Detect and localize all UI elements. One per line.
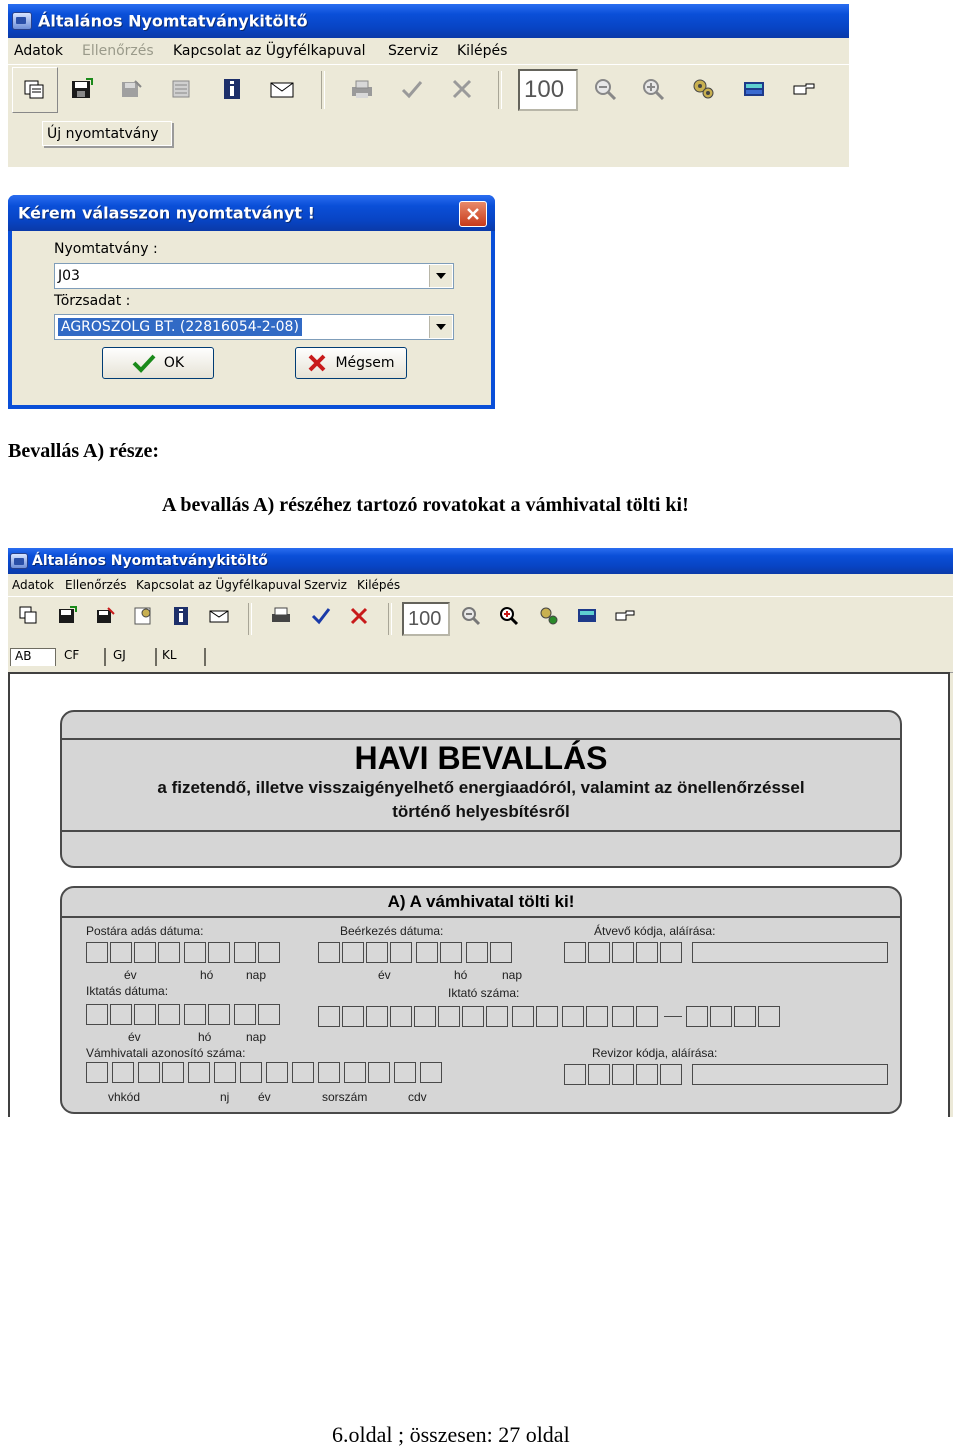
printer-icon bbox=[349, 78, 375, 100]
atvevo-label: Átvevő kódja, aláírása: bbox=[594, 924, 716, 938]
vamhivatali-box[interactable] bbox=[368, 1062, 390, 1083]
print-button[interactable] bbox=[344, 71, 380, 107]
sorszam-label: sorszám bbox=[322, 1090, 368, 1104]
zoom-in-icon bbox=[642, 78, 666, 100]
iktatas-box[interactable] bbox=[234, 1004, 256, 1025]
window-title: Általános Nyomtatványkitöltő bbox=[32, 553, 268, 569]
new-form-button[interactable] bbox=[12, 67, 58, 113]
import-button[interactable] bbox=[164, 71, 200, 107]
gear-icon bbox=[692, 78, 716, 100]
tooltip-text: Új nyomtatvány bbox=[47, 125, 159, 142]
calculator-icon bbox=[742, 78, 766, 100]
iktatas-ev-label: év bbox=[128, 1030, 141, 1044]
iktato-box[interactable] bbox=[710, 1006, 732, 1027]
beerkezes-box[interactable] bbox=[466, 942, 488, 963]
form-subtitle-2: történő helyesbítésről bbox=[392, 802, 570, 821]
toolbar-separator bbox=[248, 603, 252, 635]
master-select-value: AGROSZOLG BT. (22816054-2-08) bbox=[58, 318, 302, 336]
close-icon bbox=[466, 207, 480, 221]
zoom-out-icon bbox=[461, 606, 481, 626]
page-footer: 6.oldal ; összesen: 27 oldal bbox=[332, 1422, 570, 1447]
form-label: Nyomtatvány : bbox=[54, 241, 158, 257]
beerkezes-box[interactable] bbox=[490, 942, 512, 963]
form-header-panel bbox=[60, 710, 902, 868]
atvevo-box[interactable] bbox=[588, 942, 610, 963]
section-subheading: A bevallás A) részéhez tartozó rovatokat a vámhivatal tölti ki! bbox=[162, 494, 689, 516]
toolbar-separator bbox=[321, 71, 325, 109]
menu-kilepes[interactable]: Kilépés bbox=[357, 578, 401, 592]
cdv-label: cdv bbox=[408, 1090, 427, 1104]
iktatas-ho-label: hó bbox=[198, 1030, 212, 1044]
master-label: Törzsadat : bbox=[54, 293, 131, 309]
iktato-box[interactable] bbox=[612, 1006, 634, 1027]
iktatas-label: Iktatás dátuma: bbox=[86, 984, 169, 998]
vamhivatali-box[interactable] bbox=[394, 1062, 416, 1083]
vamhivatali-box[interactable] bbox=[344, 1062, 366, 1083]
calculator-button[interactable] bbox=[736, 71, 772, 107]
vamhivatali-box[interactable] bbox=[318, 1062, 340, 1083]
beerkezes-label: Beérkezés dátuma: bbox=[340, 924, 444, 938]
postara-nap-label: nap bbox=[246, 968, 267, 982]
revizor-signature-field[interactable] bbox=[692, 1064, 888, 1085]
iktato-box[interactable] bbox=[586, 1006, 608, 1027]
checkmark-icon bbox=[311, 606, 331, 626]
check-button[interactable] bbox=[394, 71, 430, 107]
close-icon bbox=[450, 78, 474, 100]
vamhivatali-box[interactable] bbox=[162, 1062, 184, 1083]
disk-edit-icon bbox=[120, 78, 144, 100]
save-icon bbox=[57, 606, 77, 626]
copy-icon bbox=[19, 606, 39, 626]
save-button[interactable] bbox=[52, 601, 82, 631]
ev-label: év bbox=[258, 1090, 271, 1104]
iktato-box[interactable] bbox=[636, 1006, 658, 1027]
disk-edit-icon bbox=[95, 606, 115, 626]
revizor-box[interactable] bbox=[660, 1064, 682, 1085]
postara-box[interactable] bbox=[234, 942, 256, 963]
new-form-button[interactable] bbox=[14, 601, 44, 631]
iktatas-box[interactable] bbox=[86, 1004, 108, 1025]
settings-button[interactable] bbox=[686, 71, 722, 107]
master-select[interactable] bbox=[54, 314, 454, 340]
dialog-close-button[interactable] bbox=[459, 201, 487, 227]
title-bar[interactable] bbox=[8, 548, 953, 574]
document-gear-icon bbox=[170, 78, 194, 100]
beerkezes-box[interactable] bbox=[390, 942, 412, 963]
save-button[interactable] bbox=[64, 71, 100, 107]
beerkezes-ev-label: év bbox=[378, 968, 391, 982]
revizor-box[interactable] bbox=[564, 1064, 586, 1085]
beerkezes-nap-label: nap bbox=[502, 968, 523, 982]
iktato-box[interactable] bbox=[390, 1006, 412, 1027]
close-icon bbox=[307, 354, 327, 372]
revizor-label: Revizor kódja, aláírása: bbox=[592, 1046, 718, 1060]
atvevo-box[interactable] bbox=[564, 942, 586, 963]
title-bar[interactable] bbox=[8, 4, 849, 38]
iktato-box[interactable] bbox=[414, 1006, 436, 1027]
chevron-down-icon[interactable] bbox=[429, 265, 452, 287]
ok-button[interactable] bbox=[102, 347, 214, 379]
menu-ellenorzes[interactable]: Ellenőrzés bbox=[65, 578, 127, 592]
iktatas-nap-label: nap bbox=[246, 1030, 267, 1044]
cancel-button[interactable] bbox=[295, 347, 407, 379]
tab-cf[interactable]: CF bbox=[60, 648, 106, 666]
header-bottom-band bbox=[62, 830, 900, 868]
info-icon bbox=[171, 606, 191, 626]
form-title: HAVI BEVALLÁS bbox=[354, 740, 608, 776]
section-a-title: A) A vámhivatal tölti ki! bbox=[387, 892, 575, 911]
menu-szerviz[interactable]: Szerviz bbox=[304, 578, 347, 592]
revizor-box[interactable] bbox=[588, 1064, 610, 1085]
printer-icon bbox=[270, 606, 292, 626]
check-button[interactable] bbox=[306, 601, 336, 631]
iktato-box[interactable] bbox=[342, 1006, 364, 1027]
tab-row bbox=[8, 644, 953, 673]
nj-label: nj bbox=[220, 1090, 230, 1104]
tab-gj[interactable]: GJ bbox=[109, 648, 157, 666]
atvevo-box[interactable] bbox=[660, 942, 682, 963]
iktato-box[interactable] bbox=[366, 1006, 388, 1027]
postara-box[interactable] bbox=[258, 942, 280, 963]
menu-bar bbox=[8, 574, 953, 596]
chevron-down-icon[interactable] bbox=[429, 316, 452, 338]
gear-icon bbox=[539, 606, 559, 626]
form-subtitle-1: a fizetendő, illetve visszaigényelhető energiaadóról, valamint az önellenőrzéssel bbox=[157, 778, 805, 797]
form-select-value: J03 bbox=[58, 268, 80, 284]
toolbar bbox=[8, 596, 953, 643]
info-icon bbox=[220, 78, 244, 100]
window-title: Általános Nyomtatványkitöltő bbox=[38, 11, 308, 31]
pointing-hand-icon bbox=[792, 78, 816, 100]
tab-kl[interactable]: KL bbox=[158, 648, 206, 666]
vamhivatali-box[interactable] bbox=[266, 1062, 288, 1083]
delete-button[interactable] bbox=[344, 601, 374, 631]
postara-box[interactable] bbox=[134, 942, 156, 963]
zoom-in-button[interactable] bbox=[494, 601, 524, 631]
beerkezes-box[interactable] bbox=[318, 942, 340, 963]
iktatas-box[interactable] bbox=[158, 1004, 180, 1025]
mail-icon bbox=[208, 606, 230, 626]
save-as-button[interactable] bbox=[114, 71, 150, 107]
vamhivatali-box[interactable] bbox=[420, 1062, 442, 1083]
zoom-out-button[interactable] bbox=[456, 601, 486, 631]
app-icon bbox=[10, 553, 28, 569]
atvevo-signature-field[interactable] bbox=[692, 942, 888, 963]
save-as-button[interactable] bbox=[90, 601, 120, 631]
zoom-out-button[interactable] bbox=[588, 71, 624, 107]
menu-ellenorzes[interactable]: Ellenőrzés bbox=[82, 43, 154, 59]
form-select[interactable] bbox=[54, 263, 454, 289]
vamhivatali-box[interactable] bbox=[86, 1062, 108, 1083]
section-a-panel bbox=[60, 886, 902, 1114]
menu-szerviz[interactable]: Szerviz bbox=[388, 43, 439, 59]
postara-ho-label: hó bbox=[200, 968, 214, 982]
settings-button[interactable] bbox=[534, 601, 564, 631]
zoom-field[interactable]: 100 bbox=[518, 69, 578, 111]
postara-box[interactable] bbox=[208, 942, 230, 963]
vamhivatali-box[interactable] bbox=[240, 1062, 262, 1083]
beerkezes-box[interactable] bbox=[416, 942, 438, 963]
iktato-box[interactable] bbox=[318, 1006, 340, 1027]
document-gear-icon bbox=[133, 606, 153, 626]
checkmark-icon bbox=[132, 353, 156, 373]
iktato-box[interactable] bbox=[734, 1006, 756, 1027]
iktatas-box[interactable] bbox=[208, 1004, 230, 1025]
toolbar bbox=[8, 64, 849, 117]
menu-kilepes[interactable]: Kilépés bbox=[457, 43, 508, 59]
pointing-hand-icon bbox=[615, 606, 635, 626]
vamhivatali-label: Vámhivatali azonosító száma: bbox=[86, 1046, 246, 1060]
vamhivatali-box[interactable] bbox=[112, 1062, 134, 1083]
zoom-out-icon bbox=[594, 78, 618, 100]
menu-kapcsolat[interactable]: Kapcsolat az Ügyfélkapuval bbox=[173, 43, 366, 59]
close-icon bbox=[349, 606, 369, 626]
ok-label: OK bbox=[163, 355, 185, 371]
import-button[interactable] bbox=[128, 601, 158, 631]
iktatas-box[interactable] bbox=[184, 1004, 206, 1025]
dialog-body bbox=[12, 231, 491, 405]
zoom-in-icon bbox=[499, 606, 519, 626]
iktato-box[interactable] bbox=[536, 1006, 558, 1027]
toolbar-separator bbox=[498, 71, 502, 109]
iktato-dash bbox=[664, 1016, 682, 1017]
dialog-title: Kérem válasszon nyomtatványt ! bbox=[18, 203, 315, 223]
beerkezes-ho-label: hó bbox=[454, 968, 468, 982]
copy-icon bbox=[23, 79, 47, 101]
iktato-box[interactable] bbox=[512, 1006, 534, 1027]
select-form-dialog bbox=[8, 195, 495, 409]
iktato-label: Iktató száma: bbox=[448, 986, 520, 1000]
print-button[interactable] bbox=[266, 601, 296, 631]
menu-bar bbox=[8, 38, 849, 64]
zoom-field[interactable]: 100 bbox=[402, 602, 450, 636]
beerkezes-box[interactable] bbox=[440, 942, 462, 963]
zoom-in-button[interactable] bbox=[636, 71, 672, 107]
header-top-band bbox=[62, 712, 900, 740]
calculator-icon bbox=[577, 606, 597, 626]
iktato-box[interactable] bbox=[686, 1006, 708, 1027]
mail-button[interactable] bbox=[264, 71, 300, 107]
dialog-title-bar[interactable] bbox=[8, 195, 495, 231]
next-button[interactable] bbox=[786, 71, 822, 107]
revizor-box[interactable] bbox=[612, 1064, 634, 1085]
postara-box[interactable] bbox=[158, 942, 180, 963]
info-button[interactable] bbox=[214, 71, 250, 107]
menu-adatok[interactable]: Adatok bbox=[12, 578, 54, 592]
form-canvas bbox=[8, 672, 950, 1117]
menu-kapcsolat[interactable]: Kapcsolat az Ügyfélkapuval bbox=[136, 578, 302, 592]
next-button[interactable] bbox=[610, 601, 640, 631]
checkmark-icon bbox=[400, 78, 424, 100]
tab-ab[interactable]: AB bbox=[10, 648, 56, 666]
vamhivatali-box[interactable] bbox=[138, 1062, 160, 1083]
app-icon bbox=[12, 12, 32, 30]
postara-box[interactable] bbox=[184, 942, 206, 963]
mail-button[interactable] bbox=[204, 601, 234, 631]
vamhivatali-box[interactable] bbox=[188, 1062, 210, 1083]
vamhivatali-box[interactable] bbox=[292, 1062, 314, 1083]
iktatas-box[interactable] bbox=[258, 1004, 280, 1025]
calculator-button[interactable] bbox=[572, 601, 602, 631]
save-icon bbox=[70, 78, 94, 100]
vhkod-label: vhkód bbox=[108, 1090, 141, 1104]
iktato-box[interactable] bbox=[758, 1006, 780, 1027]
postara-box[interactable] bbox=[86, 942, 108, 963]
toolbar-separator bbox=[388, 603, 392, 635]
atvevo-box[interactable] bbox=[636, 942, 658, 963]
vamhivatali-box[interactable] bbox=[214, 1062, 236, 1083]
atvevo-box[interactable] bbox=[612, 942, 634, 963]
delete-button[interactable] bbox=[444, 71, 480, 107]
section-a-divider bbox=[62, 916, 900, 918]
beerkezes-box[interactable] bbox=[342, 942, 364, 963]
postara-ev-label: év bbox=[124, 968, 137, 982]
iktato-box[interactable] bbox=[562, 1006, 584, 1027]
postara-label: Postára adás dátuma: bbox=[86, 924, 204, 938]
iktatas-box[interactable] bbox=[110, 1004, 132, 1025]
section-heading: Bevallás A) része: bbox=[8, 440, 160, 462]
mail-icon bbox=[269, 78, 295, 100]
info-button[interactable] bbox=[166, 601, 196, 631]
app-window-2 bbox=[8, 548, 953, 1117]
iktato-box[interactable] bbox=[438, 1006, 460, 1027]
iktato-box[interactable] bbox=[486, 1006, 508, 1027]
iktato-box[interactable] bbox=[462, 1006, 484, 1027]
revizor-box[interactable] bbox=[636, 1064, 658, 1085]
postara-box[interactable] bbox=[110, 942, 132, 963]
beerkezes-box[interactable] bbox=[366, 942, 388, 963]
menu-adatok[interactable]: Adatok bbox=[14, 43, 63, 59]
cancel-label: Mégsem bbox=[335, 355, 395, 371]
iktatas-box[interactable] bbox=[134, 1004, 156, 1025]
new-form-tooltip bbox=[42, 121, 172, 146]
app-window-1 bbox=[8, 4, 849, 167]
